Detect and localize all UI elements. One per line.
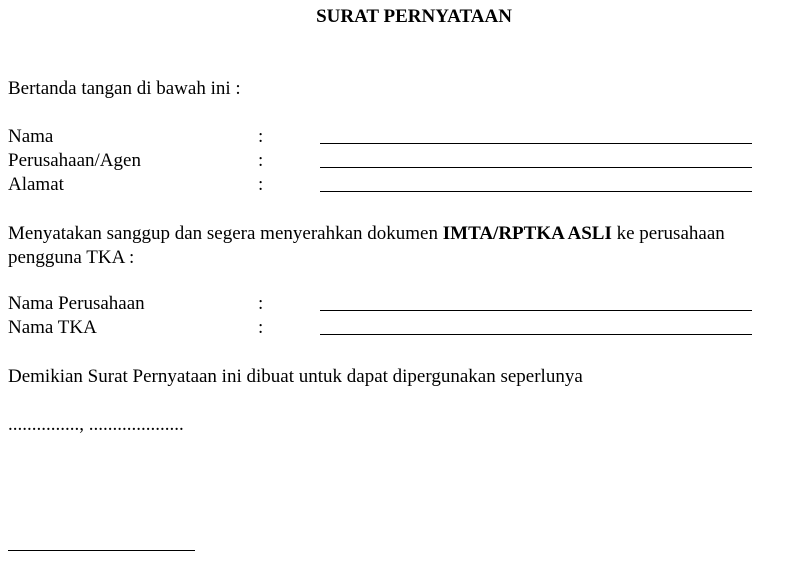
signature-line xyxy=(8,550,195,551)
fill-in-line xyxy=(320,334,752,335)
field-row-alamat xyxy=(8,174,768,198)
field-colon: : xyxy=(258,293,264,314)
fill-in-line xyxy=(320,167,752,168)
statement-paragraph xyxy=(8,222,803,270)
place-date-text: ..............., .................... xyxy=(8,414,184,435)
field-row-nama-perusahaan xyxy=(8,293,768,317)
field-colon: : xyxy=(258,174,264,195)
field-row-nama-tka xyxy=(8,317,768,341)
statement-text-before: Menyatakan sanggup dan segera menyerahkan dokumen xyxy=(8,223,443,244)
field-label: Perusahaan/Agen xyxy=(8,150,141,171)
field-row-perusahaan-agen xyxy=(8,150,768,174)
closing-text: Demikian Surat Pernyataan ini dibuat untuk dapat dipergunakan seperlunya xyxy=(8,366,583,387)
field-label: Nama Perusahaan xyxy=(8,293,145,314)
field-colon: : xyxy=(258,317,264,338)
field-label: Alamat xyxy=(8,174,64,195)
field-label: Nama TKA xyxy=(8,317,97,338)
document-title: SURAT PERNYATAAN xyxy=(316,6,512,27)
field-colon: : xyxy=(258,150,264,171)
fill-in-line xyxy=(320,191,752,192)
statement-text-after: ke perusahaan pengguna TKA : xyxy=(8,223,725,268)
field-row-nama xyxy=(8,126,768,150)
intro-text: Bertanda tangan di bawah ini : xyxy=(8,78,241,99)
fill-in-line xyxy=(320,143,752,144)
statement-bold-document: IMTA/RPTKA ASLI xyxy=(442,223,612,244)
field-label: Nama xyxy=(8,126,54,147)
field-colon: : xyxy=(258,126,264,147)
fill-in-line xyxy=(320,310,752,311)
